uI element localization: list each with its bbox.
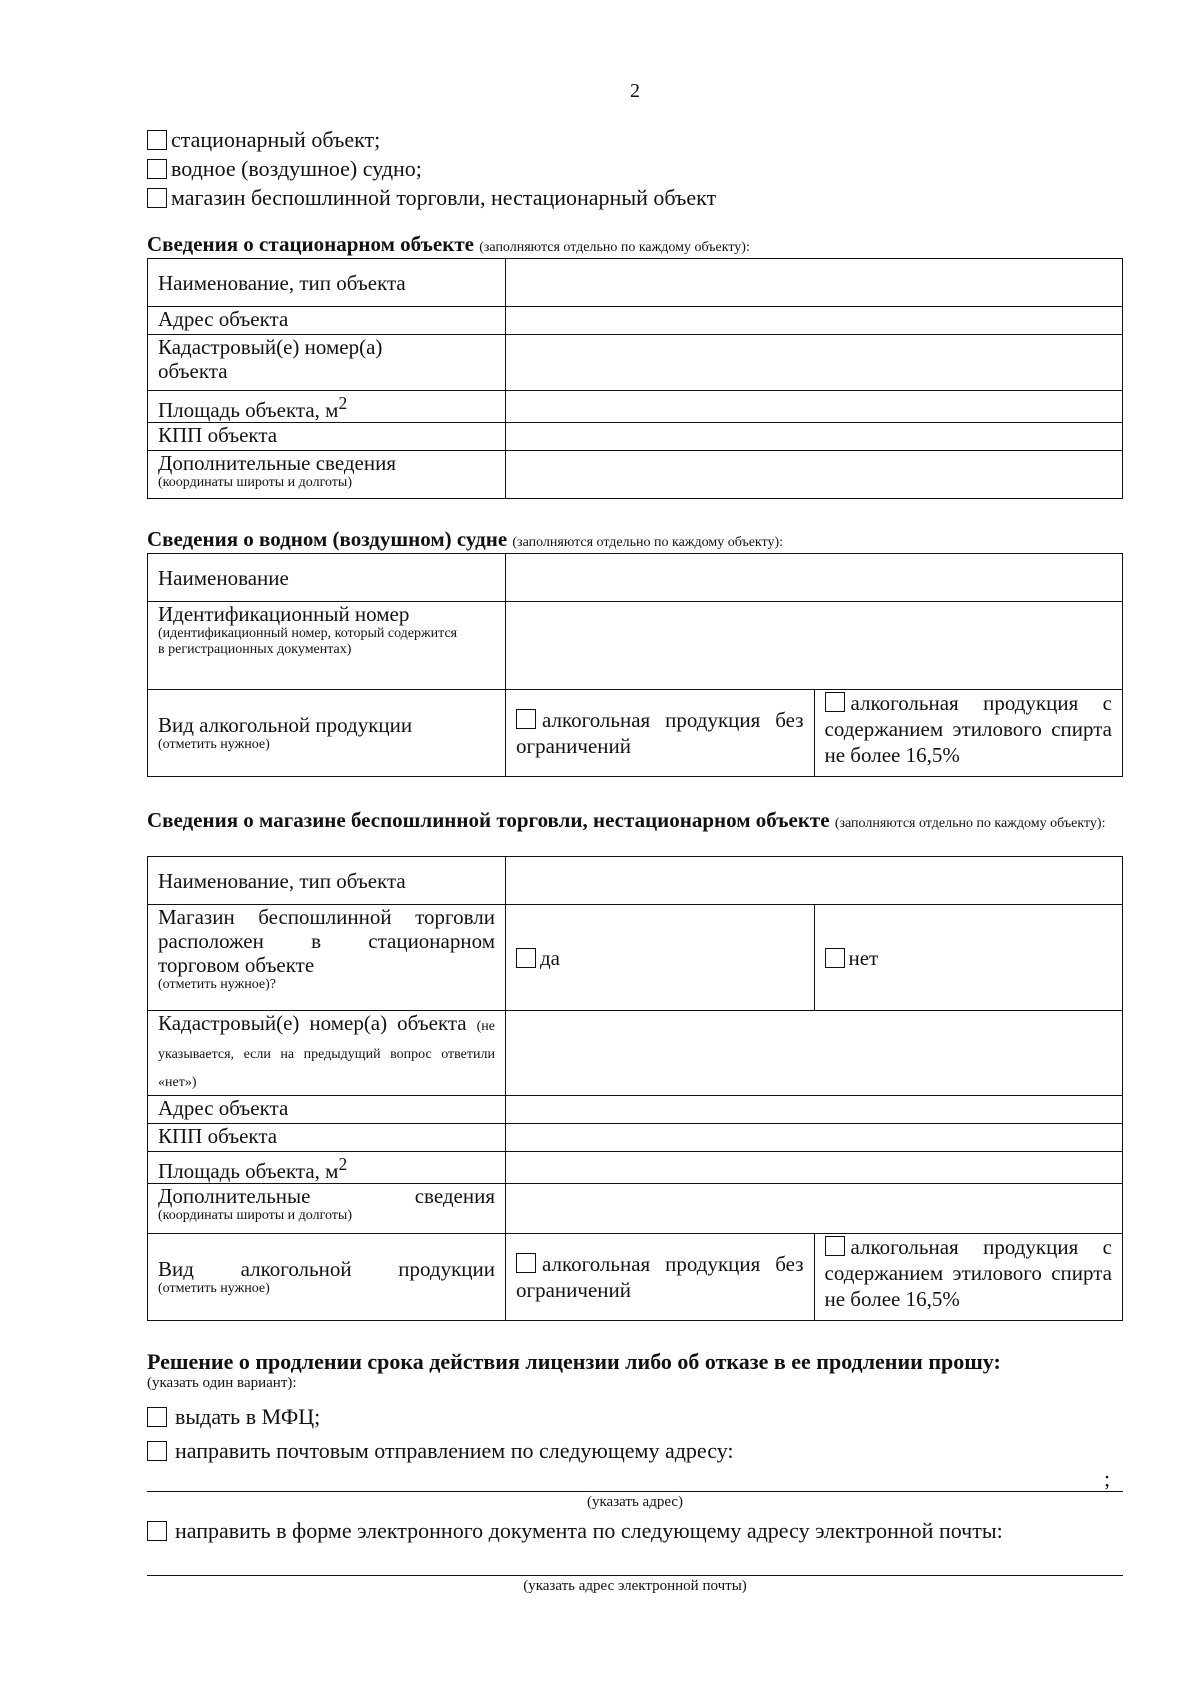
post-address-line[interactable] [147,1491,1123,1492]
stationary-note: (заполняются отдельно по каждому объекту): [479,240,750,255]
dutyfree-address-label: Адрес объекта [148,1096,506,1124]
delivery-mfc-label: выдать в МФЦ; [175,1404,321,1429]
vessel-alc-opt2-checkbox[interactable] [825,692,845,712]
decision-title: Решение о продлении срока действия лицензии либо об отказе в ее продлении прошу: [147,1349,1001,1374]
delivery-email-label: направить в форме электронного документа по следующему адресу электронной почты: [175,1518,1003,1543]
delivery-mfc-checkbox[interactable] [147,1407,167,1427]
email-address-caption: (указать адрес электронной почты) [523,1578,747,1594]
checkbox-stationary[interactable] [147,130,167,150]
dutyfree-alc-opt2[interactable] [814,1234,1123,1321]
option-vessel[interactable] [147,154,716,183]
dutyfree-alc-text: Вид алкогольной продукции [158,1257,495,1281]
dutyfree-alc-opt1-checkbox[interactable] [516,1253,536,1273]
vessel-id-label [148,602,506,690]
stationary-extra-label [148,451,506,499]
stationary-kpp-label: КПП объекта [148,423,506,451]
option-stationary-label: стационарный объект; [171,127,381,152]
vessel-alc-note: (отметить нужное) [158,737,270,752]
dutyfree-cadastral-text: Кадастровый(е) номер(а) объекта [158,1011,467,1035]
vessel-id-note: (идентификационный номер, который содержится в регистрационных документах) [158,626,458,657]
dutyfree-located-text: Магазин беспошлинной торговли расположен в стационарном торговом объекте [158,905,495,977]
dutyfree-yes-label: да [540,945,561,970]
object-type-options [147,125,716,212]
dutyfree-kpp-label: КПП объекта [148,1124,506,1152]
option-stationary[interactable] [147,125,716,154]
stationary-address-field[interactable] [506,307,1123,335]
vessel-alc-opt2-label: алкогольная продукция с содержанием этилового спирта не более 16,5% [824,691,1112,767]
option-dutyfree[interactable] [147,183,716,212]
vessel-section-title [147,527,783,552]
dutyfree-extra-field[interactable] [506,1184,1123,1234]
decision-block [147,1349,1127,1392]
vessel-name-label: Наименование [148,554,506,602]
dutyfree-extra-note: (координаты широты и долготы) [158,1208,352,1223]
dutyfree-alc-label [148,1234,506,1321]
dutyfree-area-field[interactable] [506,1152,1123,1184]
stationary-name-field[interactable] [506,259,1123,307]
page-number: 2 [630,80,640,102]
stationary-area-label [148,391,506,423]
checkbox-vessel[interactable] [147,159,167,179]
vessel-note: (заполняются отдельно по каждому объекту): [512,535,784,550]
dutyfree-title: Сведения о магазине беспошлинной торговли, нестационарном объекте [147,808,830,832]
vessel-alc-label [148,690,506,777]
dutyfree-alc-opt1-label: алкогольная продукция без ограничений [516,1252,804,1302]
post-address-end: ; [1104,1466,1111,1491]
dutyfree-kpp-field[interactable] [506,1124,1123,1152]
dutyfree-area-sup: 2 [338,1154,348,1174]
vessel-alc-text: Вид алкогольной продукции [158,713,413,737]
vessel-alc-opt1[interactable] [506,690,815,777]
dutyfree-alc-opt2-label: алкогольная продукция с содержанием этилового спирта не более 16,5% [824,1235,1112,1311]
stationary-kpp-field[interactable] [506,423,1123,451]
delivery-mfc[interactable] [147,1404,1127,1430]
dutyfree-cadastral-label [148,1011,506,1096]
post-address-caption: (указать адрес) [586,1494,684,1510]
dutyfree-no-label: нет [848,945,879,970]
vessel-name-field[interactable] [506,554,1123,602]
dutyfree-name-label: Наименование, тип объекта [148,857,506,905]
stationary-name-label: Наименование, тип объекта [148,259,506,307]
vessel-alc-opt2[interactable] [814,690,1123,777]
stationary-area-sup: 2 [338,393,348,413]
dutyfree-located-note: (отметить нужное)? [158,977,277,992]
stationary-extra-note: (координаты широты и долготы) [158,475,352,490]
vessel-id-text: Идентификационный номер [158,602,410,626]
stationary-extra-text: Дополнительные сведения [158,451,397,475]
stationary-address-label: Адрес объекта [148,307,506,335]
dutyfree-address-field[interactable] [506,1096,1123,1124]
vessel-alc-opt1-checkbox[interactable] [516,709,536,729]
stationary-area-text: Площадь объекта, м [158,398,339,422]
dutyfree-area-label [148,1152,506,1184]
dutyfree-no-checkbox[interactable] [825,948,845,968]
delivery-email-checkbox[interactable] [147,1521,167,1541]
dutyfree-cadastral-note: (не указывается, если на предыдущий вопрос ответили «нет») [158,1019,495,1090]
dutyfree-located-label [148,905,506,1011]
vessel-id-field[interactable] [506,602,1123,690]
decision-note: (указать один вариант): [147,1375,297,1391]
delivery-post[interactable] [147,1438,1127,1464]
stationary-cadastral-field[interactable] [506,335,1123,391]
dutyfree-extra-text: Дополнительные сведения [158,1184,495,1208]
option-vessel-label: водное (воздушное) судно; [171,156,422,181]
option-dutyfree-label: магазин беспошлинной торговли, нестационарный объект [171,185,717,210]
dutyfree-alc-opt1[interactable] [506,1234,815,1321]
vessel-title: Сведения о водном (воздушном) судне [147,527,508,551]
stationary-title: Сведения о стационарном объекте [147,232,474,256]
delivery-post-label: направить почтовым отправлением по следующему адресу: [175,1438,734,1463]
vessel-table [147,553,1123,777]
stationary-area-field[interactable] [506,391,1123,423]
dutyfree-table [147,856,1123,1321]
dutyfree-section-title [147,808,1125,833]
dutyfree-cadastral-field[interactable] [506,1011,1123,1096]
dutyfree-yes-cell[interactable] [506,905,815,1011]
dutyfree-name-field[interactable] [506,857,1123,905]
delivery-email[interactable] [147,1518,1127,1544]
delivery-post-checkbox[interactable] [147,1441,167,1461]
checkbox-dutyfree[interactable] [147,188,167,208]
stationary-section-title [147,232,750,257]
dutyfree-alc-note: (отметить нужное) [158,1281,270,1296]
dutyfree-no-cell[interactable] [814,905,1123,1011]
dutyfree-alc-opt2-checkbox[interactable] [825,1236,845,1256]
email-address-line[interactable] [147,1575,1123,1576]
dutyfree-area-text: Площадь объекта, м [158,1159,339,1183]
dutyfree-extra-label [148,1184,506,1234]
dutyfree-yes-checkbox[interactable] [516,948,536,968]
vessel-alc-opt1-label: алкогольная продукция без ограничений [516,708,804,758]
stationary-cadastral-label: Кадастровый(е) номер(а) объекта [148,335,506,391]
stationary-extra-field[interactable] [506,451,1123,499]
stationary-table [147,258,1123,499]
dutyfree-note: (заполняются отдельно по каждому объекту): [834,816,1106,831]
